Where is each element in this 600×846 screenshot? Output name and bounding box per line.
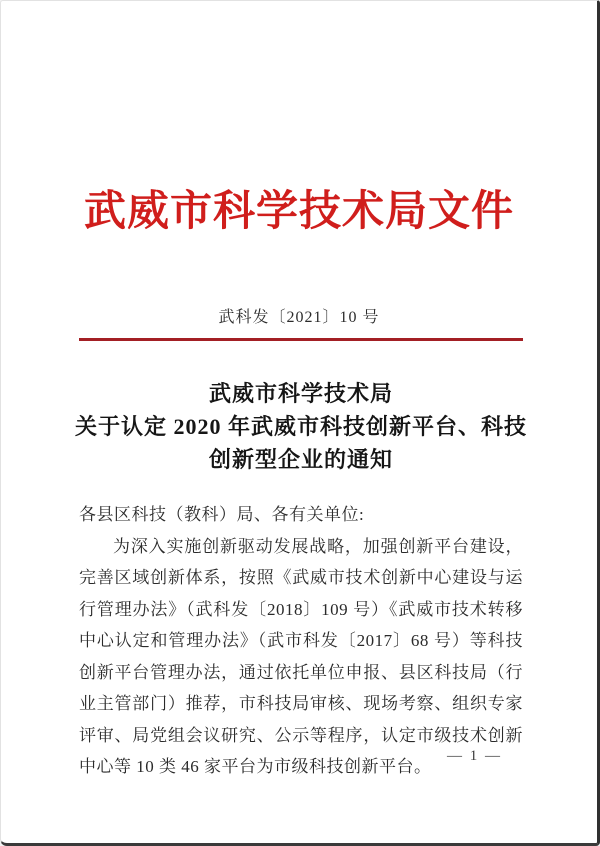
document-body [79,499,523,783]
body-paragraph: 为深入实施创新驱动发展战略，加强创新平台建设，完善区域创新体系，按照《武威市技术创新中心建设与运行管理办法》（武科发〔2018〕109 号）《武威市技术转移中心认定和管理办法》（武市科发〔2017〕68 号）等科技创新平台管理办法，通过依托单位申报、县区科技局（行业主管部门）推荐，市科技局审核、现场考察、组织专家评审、局党组会议研究、公示等程序，认定市级技术创新中心等 10 类 46 家平台为市级科技创新平台。 [79,536,523,776]
document-title [41,377,561,476]
document-title-line: 创新型企业的通知 [208,447,393,472]
salutation: 各县区科技（教科）局、各有关单位: [79,505,365,524]
document-number: 武科发〔2021〕10 号 [218,309,380,326]
document-title-line: 武威市科学技术局 [208,381,393,406]
page-number: — 1 — [447,748,502,764]
red-divider-line [79,338,523,341]
document-title-line: 关于认定 2020 年武威市科技创新平台、科技 [74,414,527,439]
agency-header-title: 武威市科学技术局文件 [83,189,514,235]
